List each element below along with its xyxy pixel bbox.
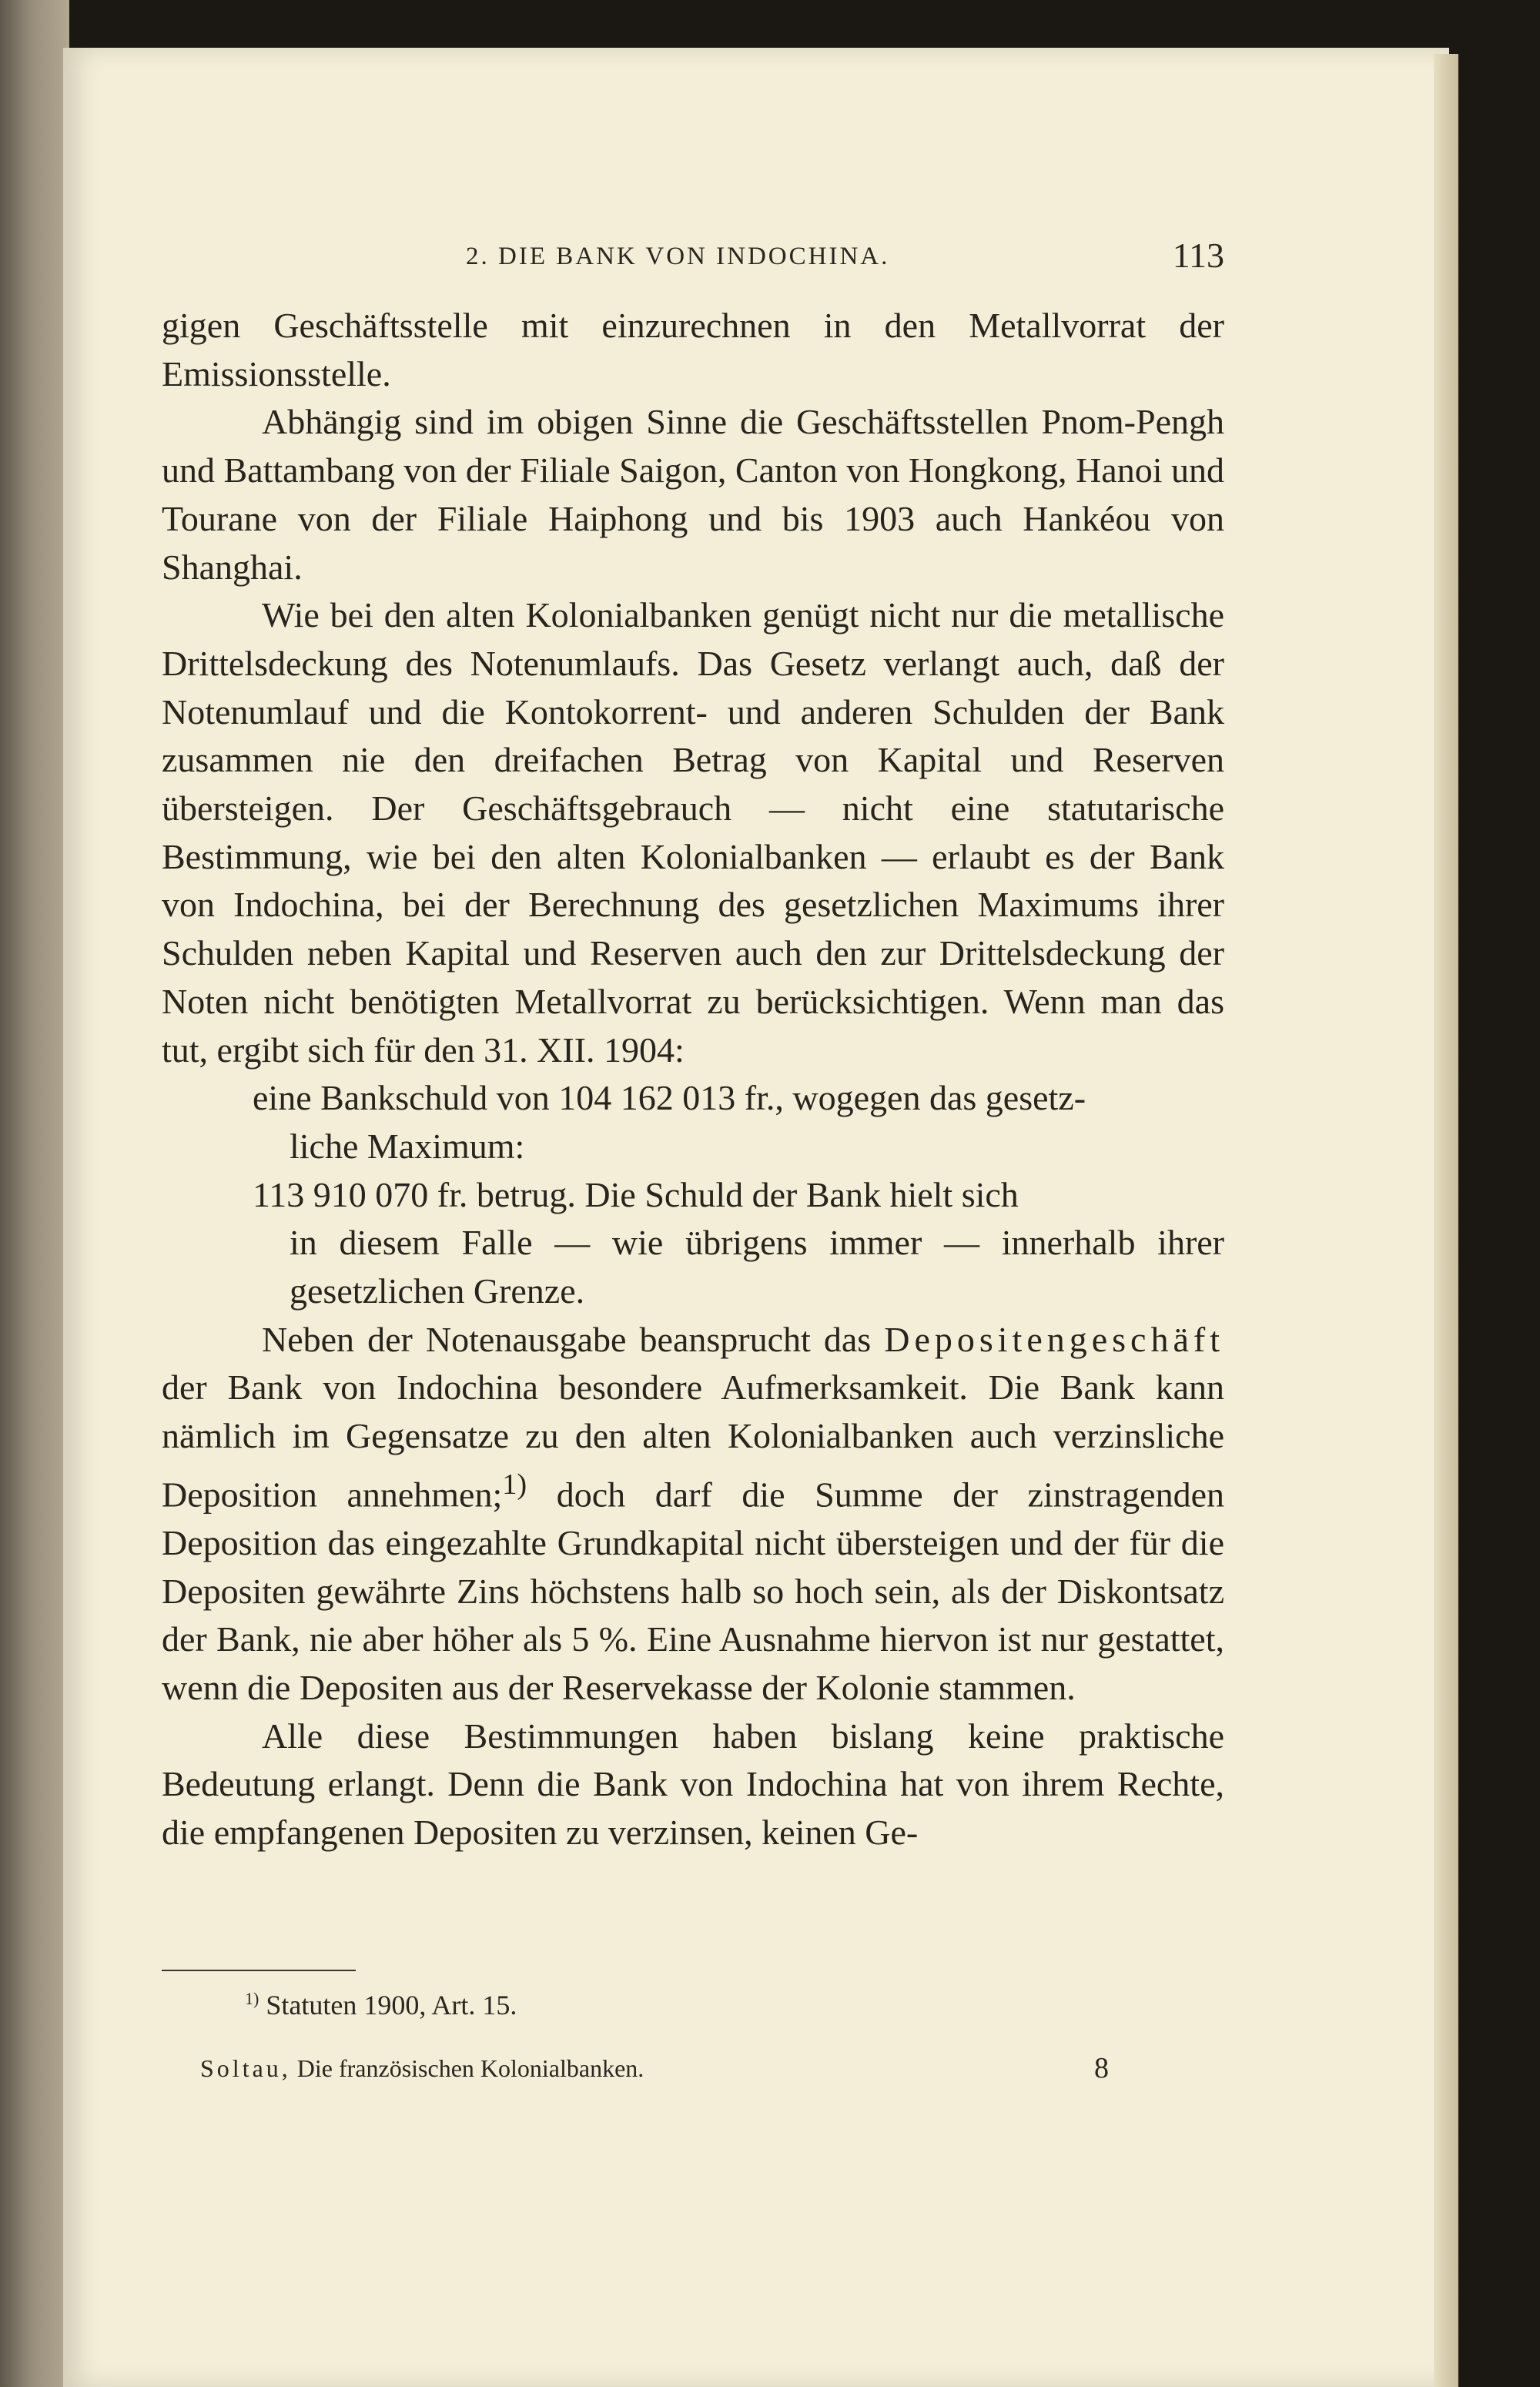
body-text bbox=[162, 302, 1224, 1857]
debt-item-rest: liche Maximum: bbox=[290, 1126, 525, 1166]
maximum-item-rest: in diesem Falle — wie übrigens immer — innerhalb ihrer gesetzlichen Grenze. bbox=[290, 1223, 1224, 1311]
paragraph-4-pre-note: der Bank von Indochina besondere Aufmerksamkeit. Die Bank kann nämlich im Gegensatze zu den alten Kolonialbanken auch verzinsliche Deposition annehmen; bbox=[162, 1368, 1224, 1515]
footnote bbox=[245, 1989, 517, 2021]
footnote-mark: 1) bbox=[245, 1989, 259, 2008]
page-number: 113 bbox=[1172, 236, 1224, 275]
paragraph-2: Abhängig sind im obigen Sinne die Geschäftsstellen Pnom-Pengh und Battambang von der Filiale Saigon, Canton von Hongkong, Hanoi und Tourane von der Filiale Haiphong und bis 1903 auch Hankéou von Shanghai. bbox=[162, 402, 1224, 587]
paragraph-4-lead: Neben der Notenausgabe beansprucht das bbox=[262, 1319, 885, 1359]
footnote-text: Statuten 1900, Art. 15. bbox=[259, 1990, 517, 2020]
signature-title: Die französischen Kolonialbanken. bbox=[290, 2054, 644, 2082]
paragraph-4-post-note: doch darf die Summe der zinstragenden Deposition das eingezahlte Grundkapital nicht übersteigen und der für die Depositen gewährte Zins höchstens halb so hoch sein, als der Diskontsatz der Bank, nie aber höher als 5 %. Eine Ausnahme hiervon ist nur gestattet, wenn die Depositen aus der Reservekasse der Kolonie stammen. bbox=[162, 1475, 1224, 1708]
paragraph-3: Wie bei den alten Kolonialbanken genügt nicht nur die metallische Drittelsdeckung des Notenumlaufs. Das Gesetz verlangt auch, daß der Notenumlauf und die Kontokorrent- und anderen Schulden der Bank zusammen nie den dreifachen Betrag von Kapital und Reserven übersteigen. Der Geschäftsgebrauch — nicht eine statutarische Bestimmung, wie bei den alten Kolonialbanken — erlaubt es der Bank von Indochina, bei der Berechnung des gesetzlichen Maximums ihrer Schulden neben Kapital und Reserven auch den zur Drittelsdeckung der Noten nicht benötigten Metallvorrat zu berücksichtigen. Wenn man das tut, ergibt sich für den 31. XII. 1904: bbox=[162, 595, 1224, 1070]
paragraph-1: gigen Geschäftsstelle mit einzurechnen in den Metallvorrat der Emissionsstelle. bbox=[162, 306, 1224, 393]
maximum-item bbox=[253, 1171, 1224, 1316]
signature-line bbox=[200, 2054, 1109, 2083]
running-title: 2. DIE BANK VON INDOCHINA. bbox=[466, 243, 890, 270]
paragraph-4 bbox=[162, 1316, 1224, 1712]
signature-author: Soltau, bbox=[200, 2054, 291, 2082]
debt-item bbox=[253, 1074, 1224, 1170]
running-head bbox=[162, 235, 1224, 281]
footnote-reference[interactable]: 1) bbox=[502, 1468, 527, 1501]
paragraph-5: Alle diese Bestimmungen haben bislang keine praktische Bedeutung erlangt. Denn die Bank von Indochina hat von ihrem Rechte, die empfangenen Depositen zu verzinsen, keinen Ge- bbox=[162, 1716, 1224, 1853]
signature-sheet-number: 8 bbox=[1094, 2052, 1109, 2084]
footnote-rule bbox=[162, 1970, 356, 1971]
facing-page-edge bbox=[0, 0, 69, 2387]
debt-item-first: eine Bankschuld von 104 162 013 fr., wogegen das gesetz- bbox=[253, 1078, 1086, 1118]
maximum-item-first: 113 910 070 fr. betrug. Die Schuld der Bank hielt sich bbox=[253, 1174, 1019, 1214]
emphasized-term: Depositengeschäft bbox=[884, 1319, 1224, 1359]
page-stack-edge bbox=[1434, 54, 1458, 2387]
